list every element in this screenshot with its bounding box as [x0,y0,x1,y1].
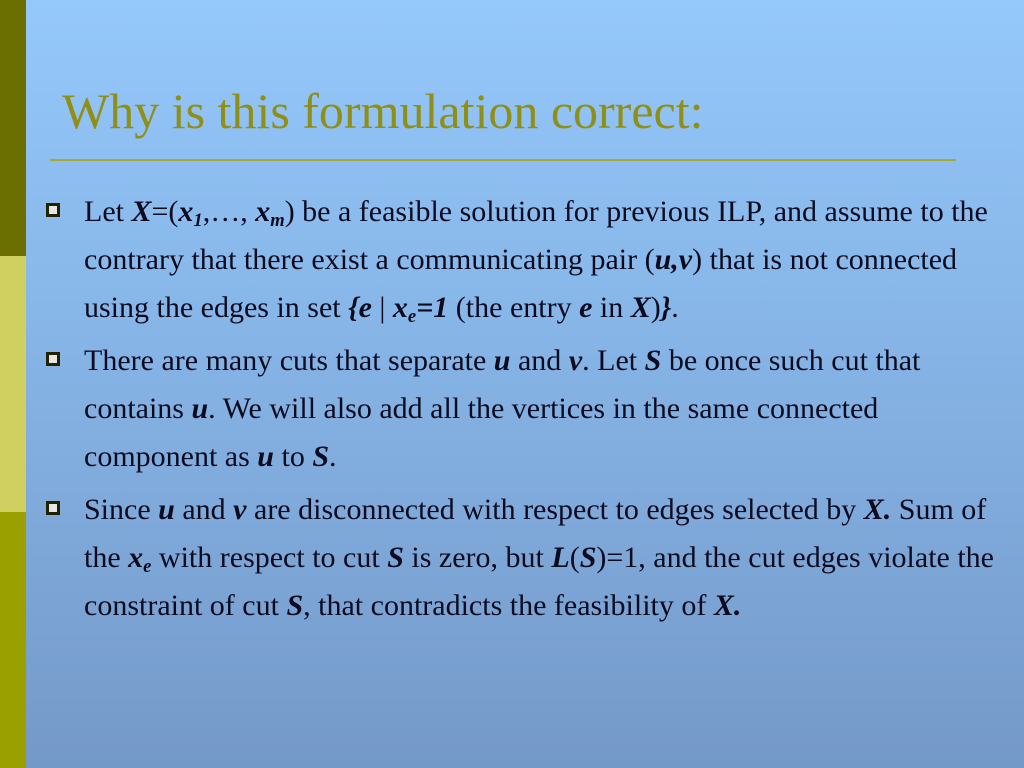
variable: =1 [416,291,449,324]
text-run: (the entry [448,291,580,324]
bullet-item-1 [46,188,1006,332]
text-run: with respect to cut [151,541,388,574]
side-strip-top [0,0,26,256]
variable: u [493,344,511,377]
text-run: , that contradicts the feasibility of [303,589,714,622]
bullet-item-2 [46,337,1006,481]
side-strip-middle [0,256,26,512]
variable: S [312,440,330,473]
variable: S [579,541,597,574]
variable: v [233,493,247,526]
variable: x [128,541,144,574]
text-run: . We will also add all the vertices in the same connected component as [84,392,879,473]
variable: x [392,291,408,324]
text-run: in [592,291,631,324]
text-run: . Let [582,344,645,377]
text-run: ) [650,291,661,324]
variable: X [131,195,152,228]
text-run: be once such cut that contains [84,344,921,425]
text-run: ( [569,541,580,574]
variable: {e [348,291,372,324]
text-run: Since [84,493,159,526]
variable: x [255,195,271,228]
variable: u,v [654,243,693,276]
hollow-square-bullet-icon [46,203,60,217]
variable: L [551,541,570,574]
text-run: is zero, but [403,541,552,574]
text-run: ) be a feasible solution for previous ILP, and assume to the contrary that there exist a communicating pair ( [84,195,988,276]
text-run: . [671,291,679,324]
variable: u [191,392,209,425]
variable: S [387,541,404,574]
title-underline [50,159,956,161]
variable: } [660,291,672,324]
variable: X [630,291,651,324]
hollow-square-bullet-icon [46,352,60,366]
text-run: to [273,440,313,473]
subscript: 1 [193,210,203,232]
text-run: ,…, [202,195,256,228]
variable: S [644,344,662,377]
subscript: e [143,556,152,578]
variable: u [257,440,274,473]
text-run: | [371,291,393,324]
bullet-item-3 [46,486,1006,630]
text-run: are disconnected with respect to edges selected by [246,493,864,526]
variable: X. [863,493,892,526]
text-run: . [329,440,337,473]
slide-title: Why is this formulation correct: [62,83,704,139]
variable: x [178,195,194,228]
variable: X. [713,589,742,622]
variable: e [579,291,593,324]
variable: S [286,589,304,622]
text-run: )=1, and the cut edges violate the constraint of cut [84,541,994,622]
bullet-list [46,188,1006,635]
variable: u [158,493,175,526]
text-run: and [174,493,234,526]
text-run: ) that is not connected using the edges in set [84,243,958,324]
hollow-square-bullet-icon [46,501,60,515]
variable: v [568,344,583,377]
text-run: There are many cuts that separate [84,344,494,377]
text-run: =( [151,195,179,228]
side-strip-bottom [0,512,26,768]
subscript: m [270,210,285,232]
text-run: Sum of the [84,493,987,574]
text-run: Let [84,195,132,228]
text-run: and [510,344,569,377]
subscript: e [407,306,417,328]
